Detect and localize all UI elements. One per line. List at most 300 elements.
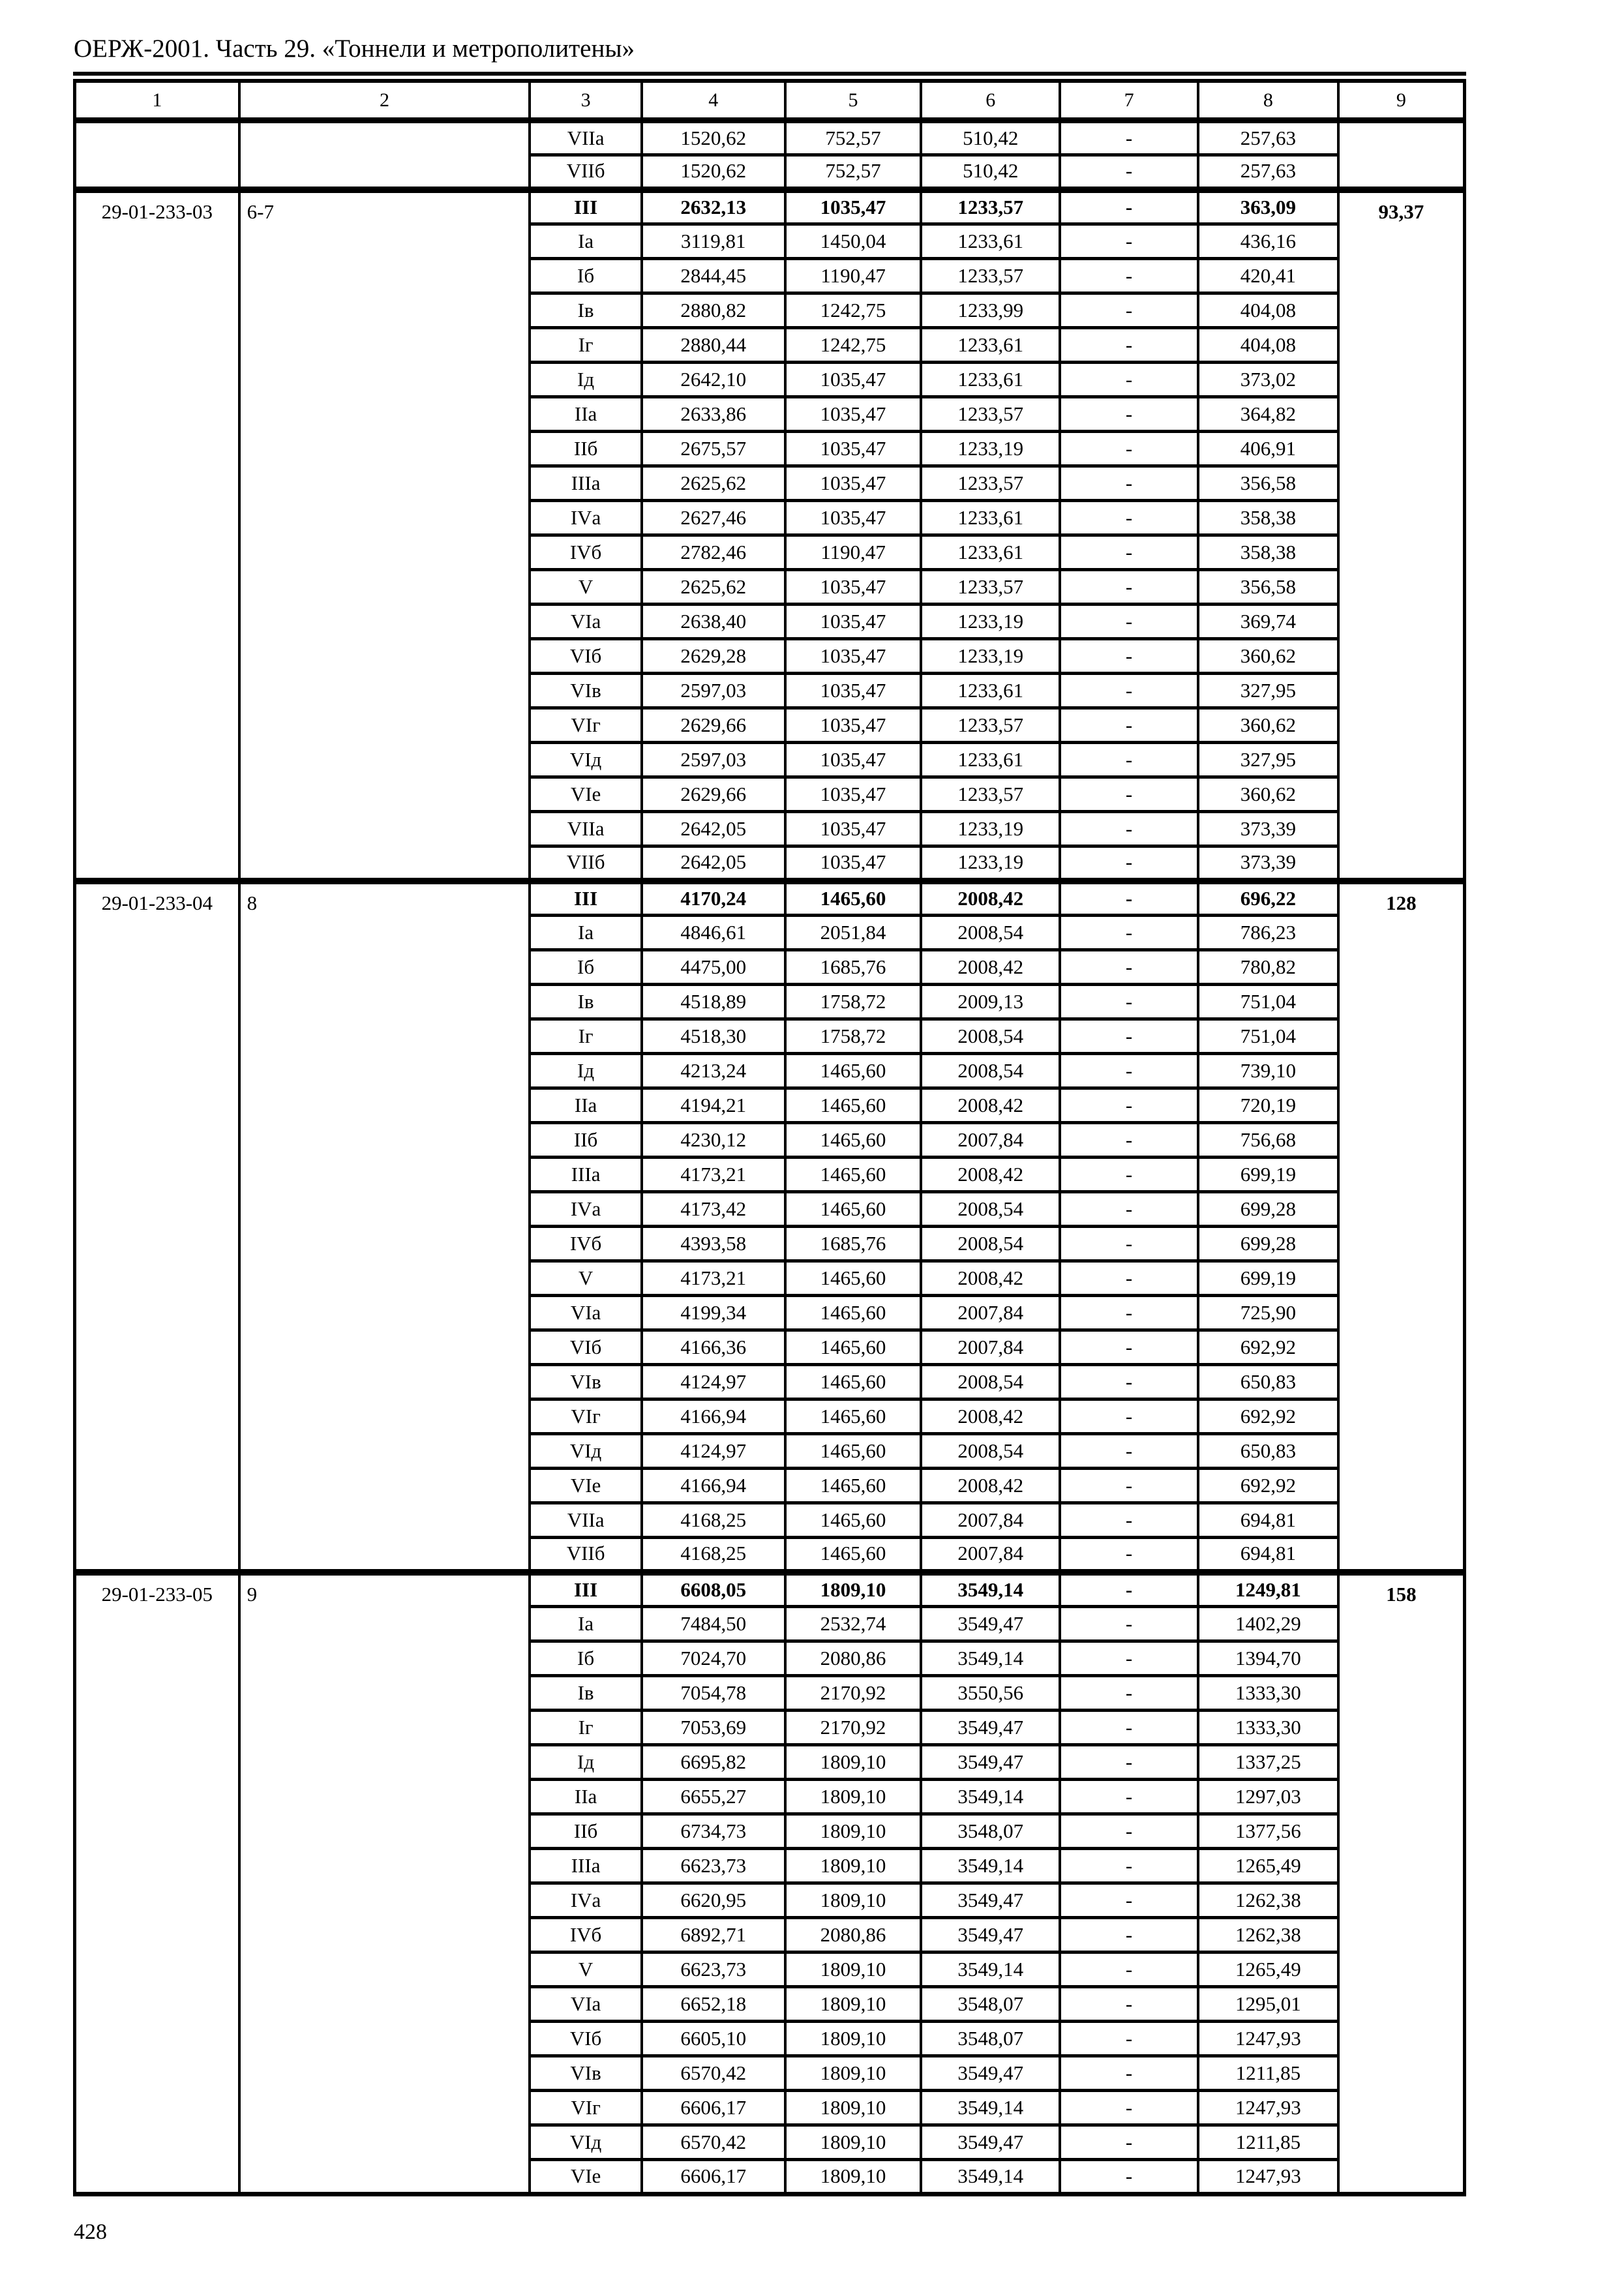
value-cell: 1809,10: [785, 1987, 922, 2022]
value-cell: 1809,10: [785, 1849, 922, 1883]
value-cell: -: [1060, 708, 1198, 743]
value-cell: 7053,69: [642, 1711, 785, 1745]
value-cell: 1809,10: [785, 2125, 922, 2160]
value-cell: 1809,10: [785, 2160, 922, 2194]
column-header-8: 8: [1198, 78, 1338, 121]
value-cell: 4230,12: [642, 1123, 785, 1158]
document-title: ОЕРЖ-2001. Часть 29. «Тоннели и метрополитены»: [74, 35, 635, 63]
value-cell: 2008,42: [921, 881, 1060, 916]
category-cell: IVб: [530, 535, 641, 570]
value-cell: 2625,62: [642, 570, 785, 605]
category-cell: IVб: [530, 1227, 641, 1261]
column-header-2: 2: [239, 78, 530, 121]
value-cell: 1465,60: [785, 1399, 922, 1434]
value-cell: 2627,46: [642, 501, 785, 535]
value-cell: -: [1060, 121, 1198, 155]
value-cell: 2080,86: [785, 1918, 922, 1952]
value-cell: -: [1060, 1676, 1198, 1711]
category-cell: Iа: [530, 916, 641, 950]
category-cell: VIв: [530, 1365, 641, 1399]
value-cell: 1035,47: [785, 674, 922, 708]
value-cell: 1233,57: [921, 397, 1060, 432]
value-cell: 650,83: [1198, 1365, 1338, 1399]
value-cell: 3548,07: [921, 1987, 1060, 2022]
value-cell: 1035,47: [785, 501, 922, 535]
category-cell: VIа: [530, 605, 641, 639]
value-cell: 1809,10: [785, 1745, 922, 1780]
category-cell: Iв: [530, 1676, 641, 1711]
category-cell: III: [530, 1572, 641, 1607]
value-cell: 3549,14: [921, 1572, 1060, 1607]
value-cell: 1265,49: [1198, 1952, 1338, 1987]
value-cell: 2632,13: [642, 190, 785, 224]
value-cell: 1758,72: [785, 985, 922, 1019]
rate-code-cell: 29-01-233-03: [75, 190, 239, 881]
value-cell: 3549,14: [921, 2160, 1060, 2194]
value-cell: 2597,03: [642, 674, 785, 708]
value-cell: -: [1060, 1399, 1198, 1434]
value-cell: 3549,14: [921, 1952, 1060, 1987]
value-cell: 1809,10: [785, 1780, 922, 1814]
value-cell: -: [1060, 1019, 1198, 1054]
category-cell: IIб: [530, 1814, 641, 1849]
value-cell: 2008,54: [921, 1434, 1060, 1469]
value-cell: 1233,57: [921, 466, 1060, 501]
value-cell: 2008,54: [921, 1054, 1060, 1088]
value-cell: -: [1060, 846, 1198, 881]
value-cell: 6608,05: [642, 1572, 785, 1607]
value-cell: 699,19: [1198, 1158, 1338, 1192]
value-cell: 2008,54: [921, 916, 1060, 950]
value-cell: -: [1060, 1192, 1198, 1227]
value-cell: 2008,42: [921, 1088, 1060, 1123]
value-cell: 2880,82: [642, 293, 785, 328]
value-cell: 1233,57: [921, 777, 1060, 812]
value-cell: -: [1060, 155, 1198, 190]
value-cell: 404,08: [1198, 328, 1338, 363]
value-cell: -: [1060, 1330, 1198, 1365]
value-cell: 1233,57: [921, 708, 1060, 743]
value-cell: 3549,14: [921, 1641, 1060, 1676]
value-cell: 7024,70: [642, 1641, 785, 1676]
value-cell: 692,92: [1198, 1469, 1338, 1503]
value-cell: 1809,10: [785, 1572, 922, 1607]
value-cell: 1247,93: [1198, 2160, 1338, 2194]
value-cell: -: [1060, 605, 1198, 639]
column-header-6: 6: [921, 78, 1060, 121]
value-cell: -: [1060, 190, 1198, 224]
value-cell: 2008,42: [921, 1399, 1060, 1434]
value-cell: 1337,25: [1198, 1745, 1338, 1780]
spec-cell: 8: [239, 881, 530, 1572]
category-cell: Iд: [530, 1745, 641, 1780]
column-header-9: 9: [1338, 78, 1465, 121]
value-cell: 3548,07: [921, 1814, 1060, 1849]
value-cell: 2008,42: [921, 950, 1060, 985]
col9-cell: 158: [1338, 1572, 1465, 2194]
col9-cell: 128: [1338, 881, 1465, 1572]
value-cell: 3549,47: [921, 1607, 1060, 1641]
value-cell: -: [1060, 328, 1198, 363]
category-cell: VIд: [530, 1434, 641, 1469]
value-cell: 363,09: [1198, 190, 1338, 224]
value-cell: 692,92: [1198, 1330, 1338, 1365]
category-cell: Iг: [530, 1019, 641, 1054]
value-cell: 1035,47: [785, 777, 922, 812]
category-cell: VIб: [530, 639, 641, 674]
value-cell: -: [1060, 1745, 1198, 1780]
category-cell: Iг: [530, 1711, 641, 1745]
value-cell: 4124,97: [642, 1365, 785, 1399]
category-cell: VIе: [530, 777, 641, 812]
category-cell: Iд: [530, 363, 641, 397]
rate-code-cell: 29-01-233-05: [75, 1572, 239, 2194]
value-cell: 2625,62: [642, 466, 785, 501]
value-cell: 369,74: [1198, 605, 1338, 639]
value-cell: 1809,10: [785, 2022, 922, 2056]
value-cell: 2008,54: [921, 1192, 1060, 1227]
category-cell: VIе: [530, 2160, 641, 2194]
category-cell: IIа: [530, 397, 641, 432]
value-cell: 360,62: [1198, 639, 1338, 674]
value-cell: 780,82: [1198, 950, 1338, 985]
value-cell: 1520,62: [642, 155, 785, 190]
value-cell: 4166,94: [642, 1399, 785, 1434]
value-cell: 1035,47: [785, 397, 922, 432]
value-cell: 3549,47: [921, 1918, 1060, 1952]
category-cell: Iа: [530, 224, 641, 259]
value-cell: 510,42: [921, 155, 1060, 190]
value-cell: 257,63: [1198, 121, 1338, 155]
column-header-7: 7: [1060, 78, 1198, 121]
value-cell: -: [1060, 1918, 1198, 1952]
value-cell: 2007,84: [921, 1123, 1060, 1158]
value-cell: 1233,61: [921, 501, 1060, 535]
value-cell: 2597,03: [642, 743, 785, 777]
value-cell: 4170,24: [642, 881, 785, 916]
value-cell: 1035,47: [785, 708, 922, 743]
value-cell: 2633,86: [642, 397, 785, 432]
value-cell: 1394,70: [1198, 1641, 1338, 1676]
value-cell: 1465,60: [785, 1296, 922, 1330]
value-cell: 4518,30: [642, 1019, 785, 1054]
value-cell: 360,62: [1198, 708, 1338, 743]
value-cell: 4173,42: [642, 1192, 785, 1227]
value-cell: 720,19: [1198, 1088, 1338, 1123]
value-cell: 2051,84: [785, 916, 922, 950]
value-cell: 2532,74: [785, 1607, 922, 1641]
value-cell: 1233,99: [921, 293, 1060, 328]
value-cell: -: [1060, 1814, 1198, 1849]
value-cell: 6623,73: [642, 1849, 785, 1883]
value-cell: 4124,97: [642, 1434, 785, 1469]
value-cell: 4475,00: [642, 950, 785, 985]
value-cell: 699,28: [1198, 1227, 1338, 1261]
value-cell: -: [1060, 1572, 1198, 1607]
value-cell: 1465,60: [785, 1469, 922, 1503]
value-cell: 3548,07: [921, 2022, 1060, 2056]
category-cell: VIIа: [530, 1503, 641, 1538]
value-cell: 1465,60: [785, 881, 922, 916]
value-cell: -: [1060, 1088, 1198, 1123]
value-cell: -: [1060, 812, 1198, 846]
category-cell: V: [530, 1261, 641, 1296]
value-cell: 356,58: [1198, 466, 1338, 501]
value-cell: 1035,47: [785, 363, 922, 397]
value-cell: 1233,19: [921, 812, 1060, 846]
value-cell: 3549,47: [921, 1711, 1060, 1745]
value-cell: 1233,57: [921, 190, 1060, 224]
value-cell: 1465,60: [785, 1192, 922, 1227]
value-cell: -: [1060, 1434, 1198, 1469]
value-cell: 4173,21: [642, 1158, 785, 1192]
value-cell: 2008,42: [921, 1261, 1060, 1296]
value-cell: 756,68: [1198, 1123, 1338, 1158]
value-cell: 1233,19: [921, 432, 1060, 466]
category-cell: IVа: [530, 1883, 641, 1918]
value-cell: 4166,36: [642, 1330, 785, 1365]
category-cell: VIIб: [530, 1538, 641, 1572]
value-cell: 1242,75: [785, 328, 922, 363]
value-cell: -: [1060, 466, 1198, 501]
category-cell: Iв: [530, 293, 641, 328]
value-cell: 1465,60: [785, 1434, 922, 1469]
value-cell: 6570,42: [642, 2125, 785, 2160]
value-cell: -: [1060, 1158, 1198, 1192]
value-cell: 1190,47: [785, 259, 922, 293]
value-cell: -: [1060, 881, 1198, 916]
value-cell: 1465,60: [785, 1365, 922, 1399]
category-cell: Iг: [530, 328, 641, 363]
value-cell: 2007,84: [921, 1296, 1060, 1330]
value-cell: 2880,44: [642, 328, 785, 363]
value-cell: 1465,60: [785, 1088, 922, 1123]
value-cell: 1233,19: [921, 605, 1060, 639]
value-cell: 2782,46: [642, 535, 785, 570]
value-cell: 2170,92: [785, 1711, 922, 1745]
value-cell: 2642,10: [642, 363, 785, 397]
category-cell: III: [530, 881, 641, 916]
value-cell: 510,42: [921, 121, 1060, 155]
value-cell: 1262,38: [1198, 1918, 1338, 1952]
value-cell: -: [1060, 2091, 1198, 2125]
value-cell: 6623,73: [642, 1952, 785, 1987]
value-cell: 1247,93: [1198, 2091, 1338, 2125]
value-cell: 2675,57: [642, 432, 785, 466]
category-cell: VIб: [530, 1330, 641, 1365]
value-cell: 692,92: [1198, 1399, 1338, 1434]
value-cell: 358,38: [1198, 501, 1338, 535]
category-cell: Iд: [530, 1054, 641, 1088]
value-cell: 1233,19: [921, 846, 1060, 881]
value-cell: 1465,60: [785, 1330, 922, 1365]
value-cell: 1035,47: [785, 466, 922, 501]
value-cell: 327,95: [1198, 674, 1338, 708]
value-cell: 2007,84: [921, 1503, 1060, 1538]
value-cell: 751,04: [1198, 985, 1338, 1019]
value-cell: 752,57: [785, 155, 922, 190]
value-cell: 2629,28: [642, 639, 785, 674]
value-cell: -: [1060, 2056, 1198, 2091]
value-cell: 436,16: [1198, 224, 1338, 259]
value-cell: 6606,17: [642, 2160, 785, 2194]
value-cell: 2629,66: [642, 777, 785, 812]
value-cell: -: [1060, 1641, 1198, 1676]
value-cell: 1685,76: [785, 1227, 922, 1261]
spec-cell: [239, 121, 530, 190]
value-cell: -: [1060, 2160, 1198, 2194]
value-cell: 1242,75: [785, 293, 922, 328]
column-header-4: 4: [642, 78, 785, 121]
category-cell: IVа: [530, 1192, 641, 1227]
value-cell: 739,10: [1198, 1054, 1338, 1088]
value-cell: 1190,47: [785, 535, 922, 570]
value-cell: 3549,14: [921, 2091, 1060, 2125]
value-cell: 2009,13: [921, 985, 1060, 1019]
table-row: [75, 190, 1465, 224]
table-header-row: [75, 78, 1465, 121]
value-cell: 1333,30: [1198, 1676, 1338, 1711]
column-header-3: 3: [530, 78, 641, 121]
category-cell: VIIа: [530, 812, 641, 846]
value-cell: 1233,61: [921, 328, 1060, 363]
category-cell: VIд: [530, 2125, 641, 2160]
col9-cell: 93,37: [1338, 190, 1465, 881]
value-cell: 1465,60: [785, 1503, 922, 1538]
category-cell: VIв: [530, 2056, 641, 2091]
value-cell: 1465,60: [785, 1538, 922, 1572]
value-cell: 4194,21: [642, 1088, 785, 1123]
value-cell: 1035,47: [785, 639, 922, 674]
value-cell: -: [1060, 1469, 1198, 1503]
value-cell: 1265,49: [1198, 1849, 1338, 1883]
category-cell: IVа: [530, 501, 641, 535]
category-cell: VIIб: [530, 155, 641, 190]
value-cell: -: [1060, 293, 1198, 328]
value-cell: 1450,04: [785, 224, 922, 259]
category-cell: VIа: [530, 1296, 641, 1330]
value-cell: -: [1060, 777, 1198, 812]
value-cell: 404,08: [1198, 293, 1338, 328]
value-cell: 7054,78: [642, 1676, 785, 1711]
value-cell: 3549,47: [921, 1883, 1060, 1918]
value-cell: -: [1060, 1227, 1198, 1261]
value-cell: -: [1060, 2125, 1198, 2160]
value-cell: -: [1060, 535, 1198, 570]
value-cell: 1233,61: [921, 743, 1060, 777]
category-cell: IIб: [530, 1123, 641, 1158]
value-cell: 2008,54: [921, 1365, 1060, 1399]
value-cell: 6570,42: [642, 2056, 785, 2091]
value-cell: -: [1060, 259, 1198, 293]
value-cell: 751,04: [1198, 1019, 1338, 1054]
value-cell: 1035,47: [785, 432, 922, 466]
value-cell: 725,90: [1198, 1296, 1338, 1330]
value-cell: 1233,61: [921, 224, 1060, 259]
value-cell: 1211,85: [1198, 2125, 1338, 2160]
value-cell: 4168,25: [642, 1503, 785, 1538]
value-cell: 3549,47: [921, 1745, 1060, 1780]
value-cell: -: [1060, 1503, 1198, 1538]
value-cell: 1247,93: [1198, 2022, 1338, 2056]
value-cell: 1333,30: [1198, 1711, 1338, 1745]
value-cell: -: [1060, 639, 1198, 674]
value-cell: -: [1060, 1538, 1198, 1572]
table-row: [75, 1572, 1465, 1607]
value-cell: 4168,25: [642, 1538, 785, 1572]
column-header-1: 1: [75, 78, 239, 121]
category-cell: IIб: [530, 432, 641, 466]
value-cell: 3550,56: [921, 1676, 1060, 1711]
value-cell: -: [1060, 1883, 1198, 1918]
value-cell: 2008,42: [921, 1469, 1060, 1503]
value-cell: 1035,47: [785, 190, 922, 224]
value-cell: -: [1060, 985, 1198, 1019]
value-cell: 1297,03: [1198, 1780, 1338, 1814]
value-cell: 1465,60: [785, 1261, 922, 1296]
value-cell: 1262,38: [1198, 1883, 1338, 1918]
value-cell: -: [1060, 950, 1198, 985]
value-cell: 2638,40: [642, 605, 785, 639]
value-cell: 2008,42: [921, 1158, 1060, 1192]
value-cell: 3549,14: [921, 1849, 1060, 1883]
value-cell: -: [1060, 1952, 1198, 1987]
value-cell: 2080,86: [785, 1641, 922, 1676]
value-cell: 1233,19: [921, 639, 1060, 674]
table-row: [75, 121, 1465, 155]
value-cell: 1233,61: [921, 363, 1060, 397]
category-cell: VIа: [530, 1987, 641, 2022]
value-cell: 650,83: [1198, 1434, 1338, 1469]
category-cell: VIд: [530, 743, 641, 777]
value-cell: -: [1060, 674, 1198, 708]
value-cell: 1685,76: [785, 950, 922, 985]
category-cell: IIIа: [530, 1158, 641, 1192]
table-row: [75, 881, 1465, 916]
value-cell: 257,63: [1198, 155, 1338, 190]
rates-table: [73, 72, 1466, 2196]
value-cell: 1035,47: [785, 743, 922, 777]
value-cell: -: [1060, 432, 1198, 466]
value-cell: 3119,81: [642, 224, 785, 259]
value-cell: -: [1060, 1780, 1198, 1814]
category-cell: IIа: [530, 1780, 641, 1814]
category-cell: VIг: [530, 1399, 641, 1434]
value-cell: 2007,84: [921, 1538, 1060, 1572]
value-cell: -: [1060, 1711, 1198, 1745]
value-cell: 1377,56: [1198, 1814, 1338, 1849]
value-cell: 4173,21: [642, 1261, 785, 1296]
value-cell: 6734,73: [642, 1814, 785, 1849]
value-cell: 1233,57: [921, 259, 1060, 293]
value-cell: -: [1060, 1987, 1198, 2022]
category-cell: IIа: [530, 1088, 641, 1123]
category-cell: VIб: [530, 2022, 641, 2056]
value-cell: -: [1060, 224, 1198, 259]
value-cell: 1809,10: [785, 2056, 922, 2091]
category-cell: III: [530, 190, 641, 224]
value-cell: 2008,54: [921, 1019, 1060, 1054]
value-cell: 1233,57: [921, 570, 1060, 605]
category-cell: Iв: [530, 985, 641, 1019]
value-cell: 373,39: [1198, 846, 1338, 881]
page-number: 428: [74, 2220, 107, 2244]
value-cell: -: [1060, 1296, 1198, 1330]
value-cell: 1035,47: [785, 570, 922, 605]
value-cell: -: [1060, 1607, 1198, 1641]
value-cell: 1035,47: [785, 605, 922, 639]
value-cell: 373,02: [1198, 363, 1338, 397]
